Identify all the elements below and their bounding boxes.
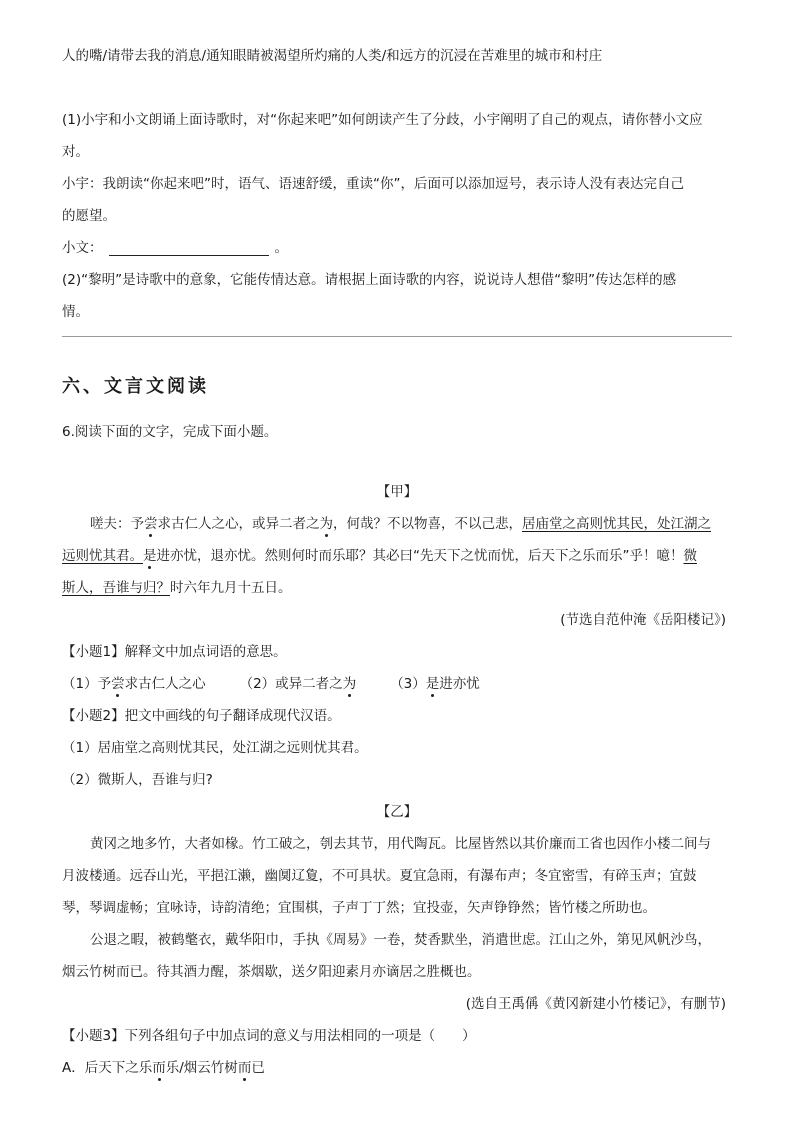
- xiaowen-answer-line: [62, 238, 288, 258]
- passage-jia-title: 【甲】: [376, 484, 418, 500]
- item: （3）: [390, 676, 426, 692]
- item: （2）或异二者之: [239, 676, 343, 692]
- section-divider: [62, 336, 732, 337]
- xiaowen-label: 小文：: [62, 240, 103, 256]
- passage-yi-line-5: 烟云竹树而已。待其酒力醒，茶烟歇，送夕阳迎素月亦谪居之胜概也。: [62, 964, 481, 980]
- dotted-word: 尝: [111, 676, 125, 692]
- text: 进亦忧，退亦忧。然则何时而乐耶？其必曰“先天下之忧而忧，后天下之乐而乐”乎！噫！: [156, 548, 684, 564]
- underlined-sentence: 居庙堂之高则忧其民，处江湖之: [522, 516, 711, 532]
- underlined-sentence: 斯人，吾谁与归？: [62, 580, 170, 596]
- section-title: 六、文言文阅读: [62, 376, 209, 397]
- option-text: 已: [251, 1060, 265, 1076]
- answer-blank[interactable]: [109, 241, 269, 256]
- passage-jia-line-3: [62, 578, 292, 598]
- subquestion-1-title: 【小题1】解释文中加点词语的意思。: [62, 644, 287, 660]
- question-1-line-2: 对。: [62, 144, 89, 160]
- underlined-sentence: 远则忧其君。: [62, 548, 143, 564]
- question-1-line-1: (1)小宇和小文朗诵上面诗歌时，对“你起来吧”如何朗读产生了分歧，小宇阐明了自己的观点，请你替小文应: [62, 112, 703, 128]
- item: 求古仁人之心: [124, 676, 206, 692]
- text: ，何哉？不以物喜，不以己悲，: [333, 516, 522, 532]
- item: （1）予: [62, 676, 112, 692]
- subquestion-3-option-a[interactable]: [62, 1058, 265, 1078]
- text: 时六年九月十五日。: [170, 580, 292, 596]
- question-2-line-1: (2)“黎明”是诗歌中的意象，它能传情达意。请根据上面诗歌的内容，说说诗人想借“黎明”传达怎样的感: [62, 272, 677, 288]
- question-2-line-2: 情。: [62, 304, 89, 320]
- underlined-sentence: 微: [683, 548, 697, 564]
- passage-jia-line-2: [62, 546, 697, 566]
- item: 进亦忧: [439, 676, 480, 692]
- subquestion-2-title: 【小题2】把文中画线的句子翻译成现代汉语。: [62, 708, 341, 724]
- subquestion-1-items: [62, 674, 480, 694]
- dotted-word: 为: [342, 676, 357, 692]
- text: 求古仁人之心，或异二者之: [157, 516, 320, 532]
- poem-tail: 人的嘴/请带去我的消息/通知眼睛被渴望所灼痛的人类/和远方的沉浸在苦难里的城市和村庄: [62, 48, 603, 64]
- text: 嗟夫：予: [90, 516, 144, 532]
- xiaoyu-line-2: 的愿望。: [62, 208, 116, 224]
- passage-yi-title: 【乙】: [376, 804, 418, 820]
- passage-jia-line-1: [90, 514, 711, 534]
- dotted-word: 是: [425, 676, 440, 692]
- subquestion-2-item-1: （1）居庙堂之高则忧其民，处江湖之远则忧其君。: [62, 740, 368, 756]
- subquestion-3-title: 【小题3】下列各组句子中加点词的意义与用法相同的一项是（ ）: [62, 1028, 476, 1044]
- option-text: A．后天下之乐: [62, 1060, 153, 1076]
- passage-yi-source: (选自王禹偁《黄冈新建小竹楼记》，有删节): [465, 996, 726, 1012]
- dotted-word: 是: [143, 548, 157, 564]
- dotted-word: 而: [237, 1060, 252, 1076]
- question-6-intro: 6.阅读下面的文字，完成下面小题。: [62, 424, 278, 440]
- option-text: 乐/烟云竹树: [165, 1060, 238, 1076]
- dotted-word: 尝: [144, 516, 158, 532]
- xiaoyu-line-1: 小宇：我朗读“你起来吧”时，语气、语速舒缓，重读“你”，后面可以添加逗号，表示诗人没有表达完自己: [62, 176, 684, 192]
- passage-yi-line-2: 月波楼通。远吞山光，平挹江濑，幽阒辽夐，不可具状。夏宜急雨，有瀑布声；冬宜密雪，有碎玉声；宜鼓: [62, 868, 697, 884]
- passage-jia-source: (节选自范仲淹《岳阳楼记》): [560, 612, 726, 628]
- passage-yi-line-1: 黄冈之地多竹，大者如椽。竹工破之，刳去其节，用代陶瓦。比屋皆然以其价廉而工省也因作小楼二间与: [90, 836, 711, 852]
- dotted-word: 而: [152, 1060, 166, 1076]
- subquestion-2-item-2: （2）微斯人，吾谁与归?: [62, 772, 213, 788]
- dotted-word: 为: [319, 516, 333, 532]
- xiaowen-end: 。: [274, 240, 288, 256]
- passage-yi-line-3: 琴，琴调虚畅；宜咏诗，诗韵清绝；宜围棋，子声丁丁然；宜投壶，矢声铮铮然；皆竹楼之所助也。: [62, 900, 656, 916]
- passage-yi-line-4: 公退之暇，被鹤氅衣，戴华阳巾，手执《周易》一卷，焚香默坐，消遣世虑。江山之外，第见风帆沙鸟，: [90, 932, 711, 948]
